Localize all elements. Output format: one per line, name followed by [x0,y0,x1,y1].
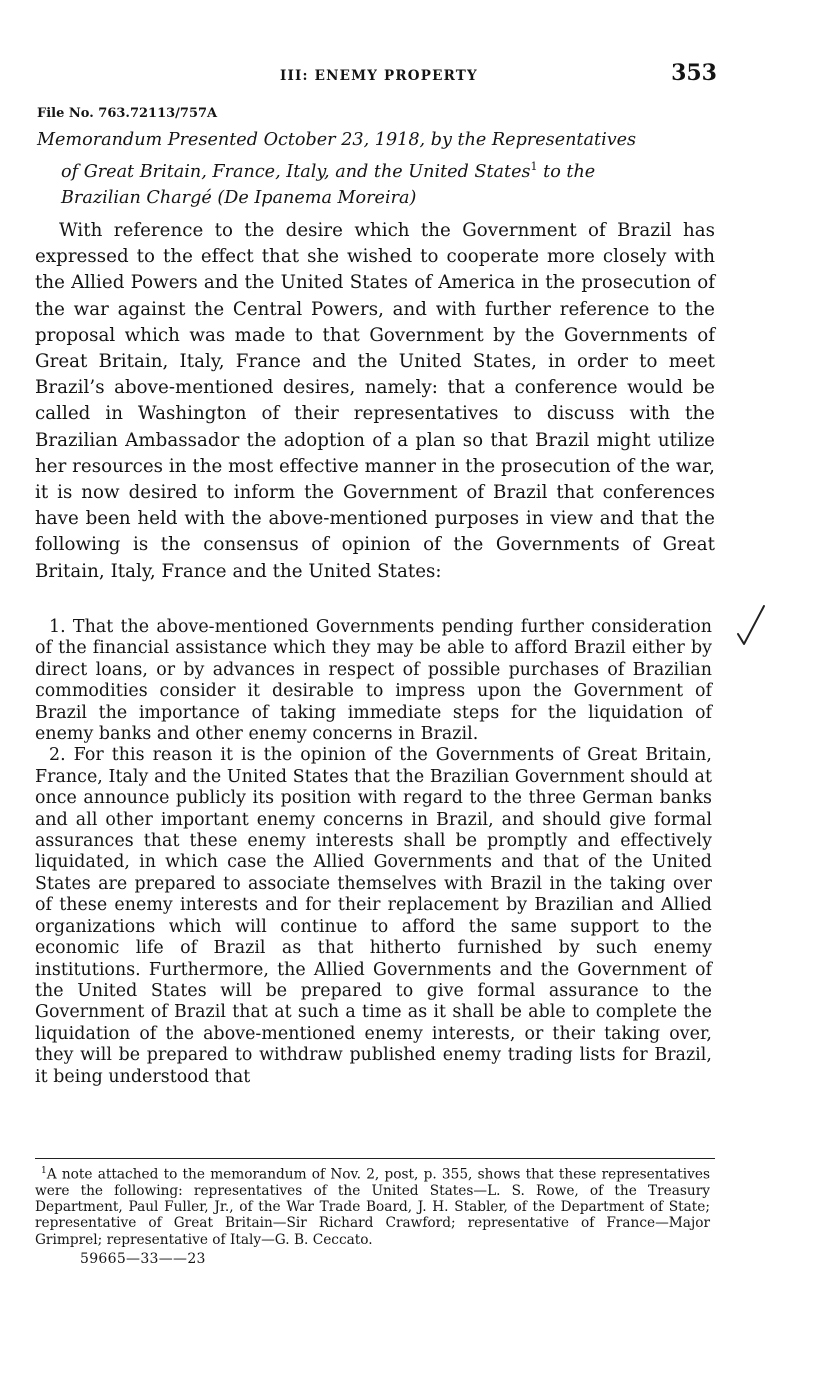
footnote-divider [35,1158,715,1159]
running-title: III: ENEMY PROPERTY [280,68,478,84]
running-head [0,60,831,90]
heading-line-2-text: of Great Britain, France, Italy, and the United States [61,161,531,182]
memorandum-heading [37,127,717,211]
heading-line-3: Brazilian Chargé (De Ipanema Moreira) [61,187,417,208]
footnote-marker: 1 [41,1166,47,1176]
heading-line-2-end: to the [543,161,596,182]
footnote-text: A note attached to the memorandum of Nov. 2, post, p. 355, shows that these representatives were the following: representatives of the United States—L. S. Rowe, of the Treasury Department, Paul Fuller, Jr., of the War Trade Board, J. H. Stabler, of the Department of State; representative of Great Britain—Sir Richard Crawford; representative of France—Major Grimprel; representative of Italy—G. B. Ceccato. [35,1166,710,1248]
file-number: File No. 763.72113/757A [37,106,218,121]
heading-line-2 [37,154,717,185]
handwritten-checkmark [736,604,766,648]
item-1: 1. That the above-mentioned Governments pending further consideration of the financial assistance which they may be able to afford Brazil either by direct loans, or by advances in respect of possible purchases of Brazilian commodities consider it desirable to impress upon the Government of Brazil the importance of taking immediate steps for the liquidation of enemy banks and other enemy concerns in Brazil. [35,617,712,745]
item-2: 2. For this reason it is the opinion of the Governments of Great Britain, France, Italy and the United States that the Brazilian Government should at once announce publicly its position with regard to the three German banks and all other important enemy concerns in Brazil, and should give formal assurances that these enemy interests shall be promptly and effectively liquidated, in which case the Allied Governments and that of the United States are prepared to associate themselves with Brazil in the taking over of these enemy interests and for their replacement by Brazilian and Allied organizations which will continue to afford the same support to the economic life of Brazil as that hitherto furnished by such enemy institutions. Furthermore, the Allied Governments and the Government of the United States will be prepared to give formal assurance to the Government of Brazil that at such a time as it shall be able to complete the liquidation of the above-mentioned enemy interests, or their taking over, they will be prepared to withdraw published enemy trading lists for Brazil, it being understood that [35,745,712,1087]
intro-paragraph: With reference to the desire which the Government of Brazil has expressed to the effect that she wished to cooperate more closely with the Allied Powers and the United States of America in the prosecution of the war against the Central Powers, and with further reference to the proposal which was made to that Government by the Governments of Great Britain, Italy, France and the United States, in order to meet Brazil’s above-mentioned desires, namely: that a conference would be called in Washington of their representatives to discuss with the Brazilian Ambassador the adoption of a plan so that Brazil might utilize her resources in the most effective manner in the prosecution of the war, it is now desired to inform the Government of Brazil that conferences have been held with the above-mentioned purposes in view and that the following is the consensus of opinion of the Governments of Great Britain, Italy, France and the United States: [35,220,715,582]
heading-footnote-marker: 1 [530,159,538,173]
printer-imprint: 59665—33——23 [80,1251,206,1267]
footnote [35,1163,710,1248]
page-number: 353 [671,60,717,86]
numbered-items [35,617,712,1088]
heading-line-1: Memorandum Presented October 23, 1918, by the Representatives [37,130,637,150]
